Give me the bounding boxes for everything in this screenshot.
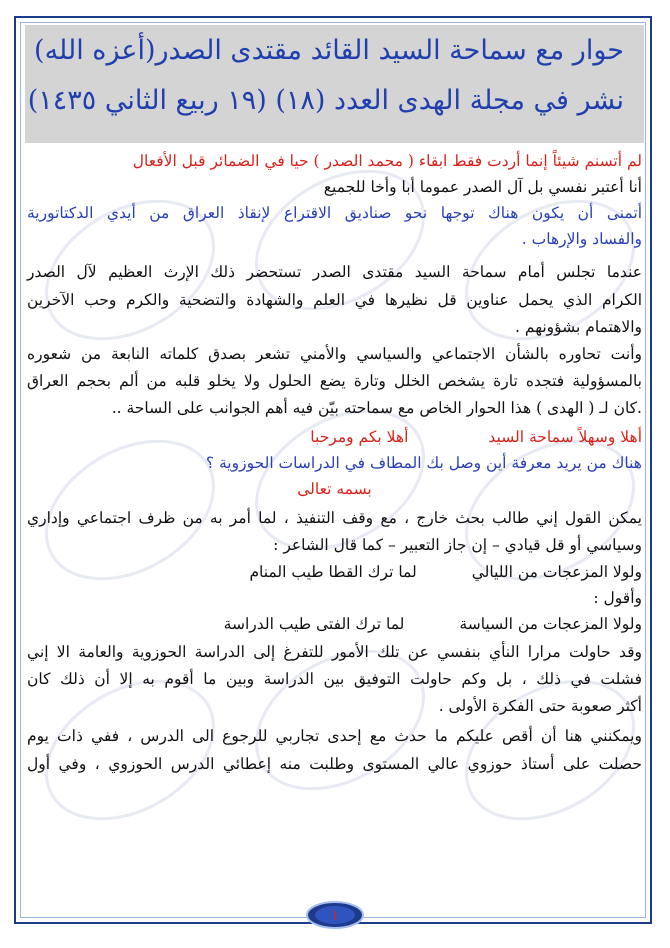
answer-line-6: أكثر صعوبة حتى الفكرة الأولى . (438, 697, 642, 715)
quote-line-2: أنا أعتبر نفسي بل آل الصدر عموما أبا وأخا للجميع (323, 178, 642, 196)
intro-line-2: الكرام الذي يحمل عناوين قل نظيرها في العلم والشهادة والتضحية والكرم وحب الآخرين (27, 291, 642, 309)
poem-2-second-half: لما ترك الفتى طيب الدراسة (223, 615, 405, 633)
answer-line-1: يمكن القول إني طالب بحث خارج ، مع وقف التنفيذ ، لما أمر به من ظرف اجتماعي وإداري (27, 509, 642, 527)
title-banner (25, 25, 644, 143)
answer-line-3: وأقول : (593, 589, 642, 607)
greeting-line (27, 424, 642, 450)
poem-1-second-half: لما ترك القطا طيب المنام (249, 563, 417, 581)
intro-line-5: بالمسؤولية فتجده تارة يشخص الخلل وتارة يضع الحلول ولا يخلو قلبه من ألم بحجم العراق (27, 372, 642, 390)
greeting-question: أهلا وسهلاً سماحة السيد (488, 428, 642, 446)
answer-line-2: وسياسي أو قل قيادي – إن جاز التعبير – كما قال الشاعر : (273, 536, 642, 554)
basmala: بسمه تعالى (297, 480, 372, 498)
page-number-badge (305, 900, 365, 930)
poem-1-first-half: ولولا المزعجات من الليالي (471, 563, 642, 581)
intro-line-4: وأنت تحاوره بالشأن الاجتماعي والسياسي والأمني تشعر بصدق كلماته النابعة من شعوره (27, 345, 642, 363)
poem-line-1 (27, 559, 642, 585)
answer-line-7: ويمكنني هنا أن أقص عليكم ما حدث مع إحدى تجاربي للرجوع الى الدرس ، ففي ذات يوم (27, 727, 642, 745)
answer-line-4: وقد حاولت مرارا النأي بنفسي عن تلك الأمور للتفرغ إلى الدراسة الحوزوية والعامة الا إني (27, 643, 642, 661)
quote-line-1: لم أتسنم شيئاً إنما أردت فقط ابقاء ( محمد الصدر ) حيا في الضمائر قبل الأفعال (132, 152, 642, 170)
answer-line-5: فشلت في ذلك ، بل وكم حاولت التوفيق بين الدراسة وبين ما أقوم به إلا أن ذلك كان (27, 670, 642, 688)
intro-line-1: عندما تجلس أمام سماحة السيد مقتدى الصدر تستحضر ذلك الإرث العظيم لآل الصدر (27, 263, 642, 281)
title-line-1: حوار مع سماحة السيد القائد مقتدى الصدر(أعزه الله) (34, 35, 624, 66)
page-number: ١ (330, 906, 340, 924)
quote-line-4: والفساد والإرهاب . (521, 230, 642, 248)
answer-line-8: حصلت على أستاذ حوزوي عالي المستوى وطلبت منه إعطائي الدرس الحوزوي ، وفي أول (27, 755, 642, 773)
greeting-answer: أهلا بكم ومرحبا (310, 428, 409, 446)
title-line-2: نشر في مجلة الهدى العدد (١٨) (١٩ ربيع الثاني ١٤٣٥) (27, 85, 624, 116)
poem-2-first-half: ولولا المزعجات من السياسة (459, 615, 642, 633)
poem-line-2 (27, 611, 642, 637)
question-1: هناك من يريد معرفة أين وصل بك المطاف في الدراسات الحوزوية ؟ (205, 454, 642, 472)
quote-line-3: أتمنى أن يكون هناك توجها نحو صناديق الاقتراع لإنقاذ العراق من أيدي الدكتاتورية (27, 204, 642, 222)
intro-line-6: .كان لـ ( الهدى ) هذا الحوار الخاص مع سماحته بيّن فيه أهم الجوانب على الساحة .. (111, 399, 642, 417)
intro-line-3: والاهتمام بشؤونهم . (515, 318, 642, 336)
